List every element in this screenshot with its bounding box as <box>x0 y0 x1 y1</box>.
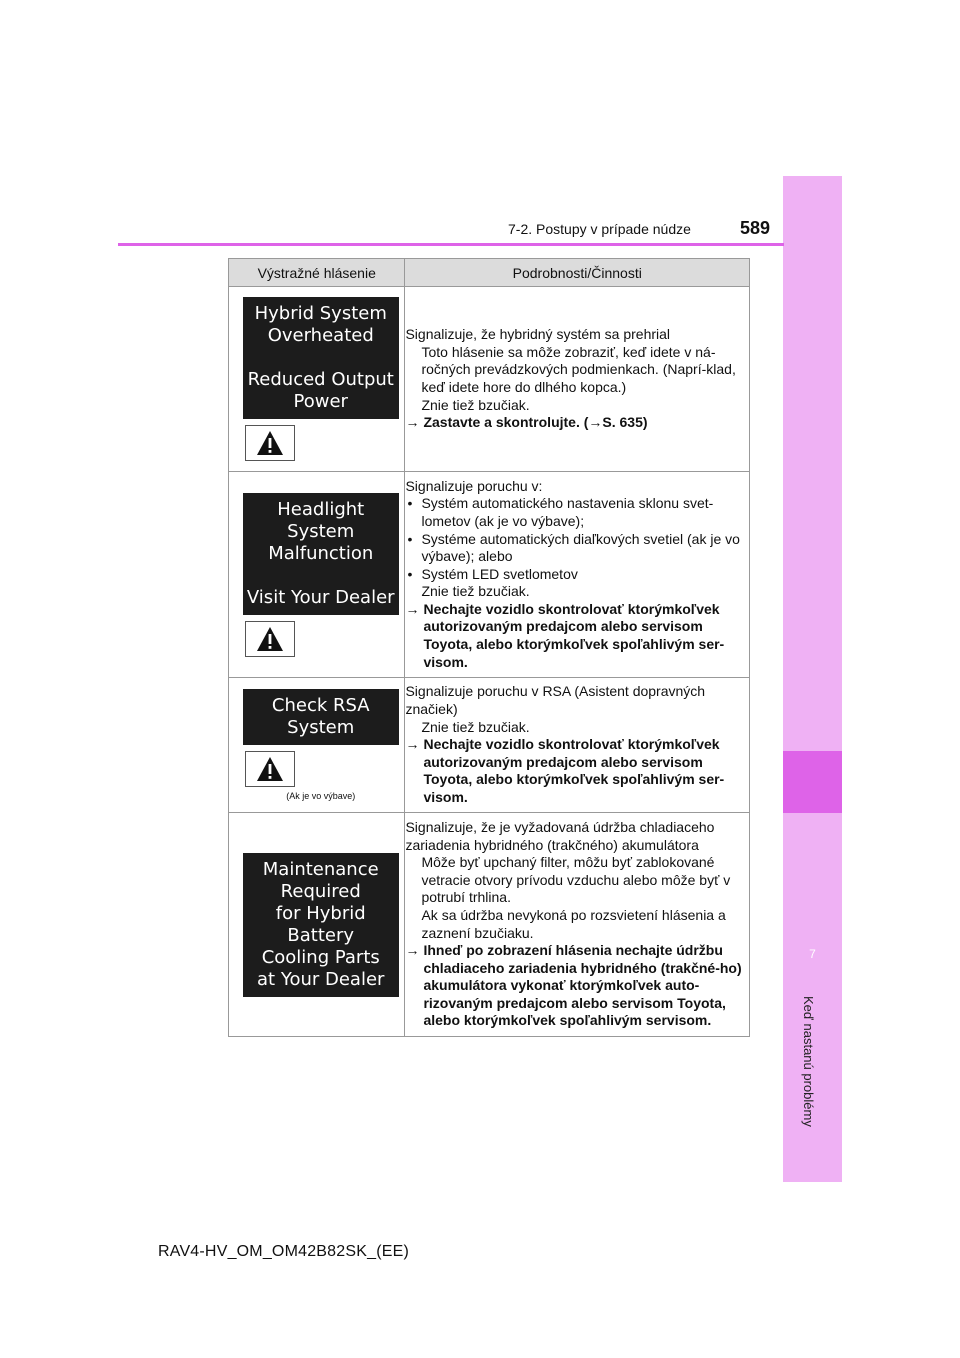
page-number: 589 <box>740 218 771 238</box>
detail-text: Znie tiež bzučiak. <box>421 718 530 735</box>
display-line: at Your Dealer <box>257 968 385 990</box>
warning-triangle-icon <box>245 621 295 657</box>
arrow-right-icon: → <box>405 736 420 753</box>
arrow-right-icon: → <box>405 414 420 431</box>
chapter-marker <box>783 751 842 813</box>
display-line <box>243 565 399 587</box>
display-line: Power <box>293 391 348 412</box>
message-details-cell <box>405 678 750 813</box>
detail-action: → Nechajte vozidlo skontrolovať ktorýmkoľvek autorizovaným predajcom alebo servisom Toyota, alebo ktorýmkoľvek spoľahlivým ser-visom. <box>405 600 725 670</box>
column-header: Podrobnosti/Činnosti <box>405 259 750 287</box>
table-row <box>229 813 750 1037</box>
detail-bullet: • Systém automatického nastavenia sklonu svet-lometov (ak je vo výbave); <box>407 495 714 529</box>
detail-text: Znie tiež bzučiak. <box>421 396 530 413</box>
message-display <box>243 689 399 745</box>
display-line: Hybrid System <box>254 303 387 324</box>
table-row <box>229 287 750 472</box>
message-image-cell <box>229 472 405 678</box>
equipment-note: (Ak je vo výbave) <box>286 791 356 801</box>
warning-triangle-icon <box>245 425 295 461</box>
display-line <box>243 347 399 369</box>
detail-text: Môže byť upchaný filter, môžu byť zablokované vetracie otvory prívodu vzduchu alebo môže byť v potrubí trhlina. <box>421 854 731 906</box>
table-row <box>229 678 750 813</box>
bullet-icon: • <box>407 495 413 512</box>
display-line: Headlight System <box>277 498 365 542</box>
detail-lead: Signalizuje poruchu v: <box>405 477 543 494</box>
message-display <box>243 297 399 419</box>
display-line: Cooling Parts <box>261 946 380 968</box>
arrow-right-icon: → <box>405 600 420 617</box>
detail-bullet: • Systéme automatických diaľkových svetiel (ak je vo výbave); alebo <box>407 530 740 565</box>
warning-triangle-icon <box>245 751 295 787</box>
message-details-cell <box>405 472 750 678</box>
display-line: Overheated <box>267 325 374 346</box>
display-line: for Hybrid Battery <box>275 902 366 946</box>
detail-bullet: • Systém LED svetlometov <box>407 565 578 582</box>
message-display <box>243 853 399 997</box>
message-image-cell <box>229 287 405 472</box>
display-line: Required <box>280 880 361 902</box>
table-row <box>229 472 750 678</box>
detail-action: → Zastavte a skontrolujte. (→S. 635) <box>405 414 648 431</box>
message-image-cell <box>229 678 405 813</box>
display-line: Reduced Output <box>247 369 394 390</box>
column-header: Výstražné hlásenie <box>229 259 405 287</box>
section-title: 7-2. Postupy v prípade núdze <box>508 221 691 237</box>
detail-lead: Signalizuje, že hybridný systém sa prehrial <box>405 326 671 343</box>
detail-text: Toto hlásenie sa môže zobraziť, keď idete v ná-ročných prevádzkových podmienkach. (Naprí-klad, keď idete hore do dlhého kopca.) <box>421 343 736 395</box>
chapter-title: Keď nastanú problémy <box>801 996 816 1127</box>
detail-lead: Signalizuje poruchu v RSA (Asistent dopravných značiek) <box>405 683 706 718</box>
header-divider <box>118 243 784 246</box>
detail-action: → Nechajte vozidlo skontrolovať ktorýmkoľvek autorizovaným predajcom alebo servisom Toyota, alebo ktorýmkoľvek spoľahlivým ser-visom. <box>405 736 725 805</box>
document-code: RAV4-HV_OM_OM42B82SK_(EE) <box>158 1243 410 1260</box>
arrow-right-icon: → <box>405 942 420 959</box>
display-line: Malfunction <box>268 542 374 564</box>
bullet-icon: • <box>407 530 413 547</box>
chapter-side-tab <box>783 176 842 1182</box>
message-image-cell <box>229 813 405 1037</box>
detail-action: → Ihneď po zobrazení hlásenia nechajte údržbu chladiaceho zariadenia hybridného (trakčné-ho) akumulátora vykonať ktorýmkoľvek auto-rizovaným predajcom alebo servisom Toyota, alebo ktorýmkoľvek spoľahlivým servisom. <box>405 942 742 1029</box>
bullet-icon: • <box>407 565 413 582</box>
warning-message-table <box>228 258 750 1037</box>
display-line: Check RSA System <box>271 695 370 738</box>
message-details-cell <box>405 813 750 1037</box>
display-line: Maintenance <box>262 858 379 880</box>
message-details-cell <box>405 287 750 472</box>
detail-lead: Signalizuje, že je vyžadovaná údržba chladiaceho zariadenia hybridného (trakčného) akumulátora <box>405 818 715 853</box>
table-header-row <box>229 259 750 287</box>
detail-text: Ak sa údržba nevykoná po rozsvietení hlásenia a zaznení bzučiaku. <box>421 906 726 941</box>
chapter-number: 7 <box>809 947 816 961</box>
message-display <box>243 493 399 615</box>
display-line: Visit Your Dealer <box>246 586 395 608</box>
detail-text: Znie tiež bzučiak. <box>421 583 530 600</box>
